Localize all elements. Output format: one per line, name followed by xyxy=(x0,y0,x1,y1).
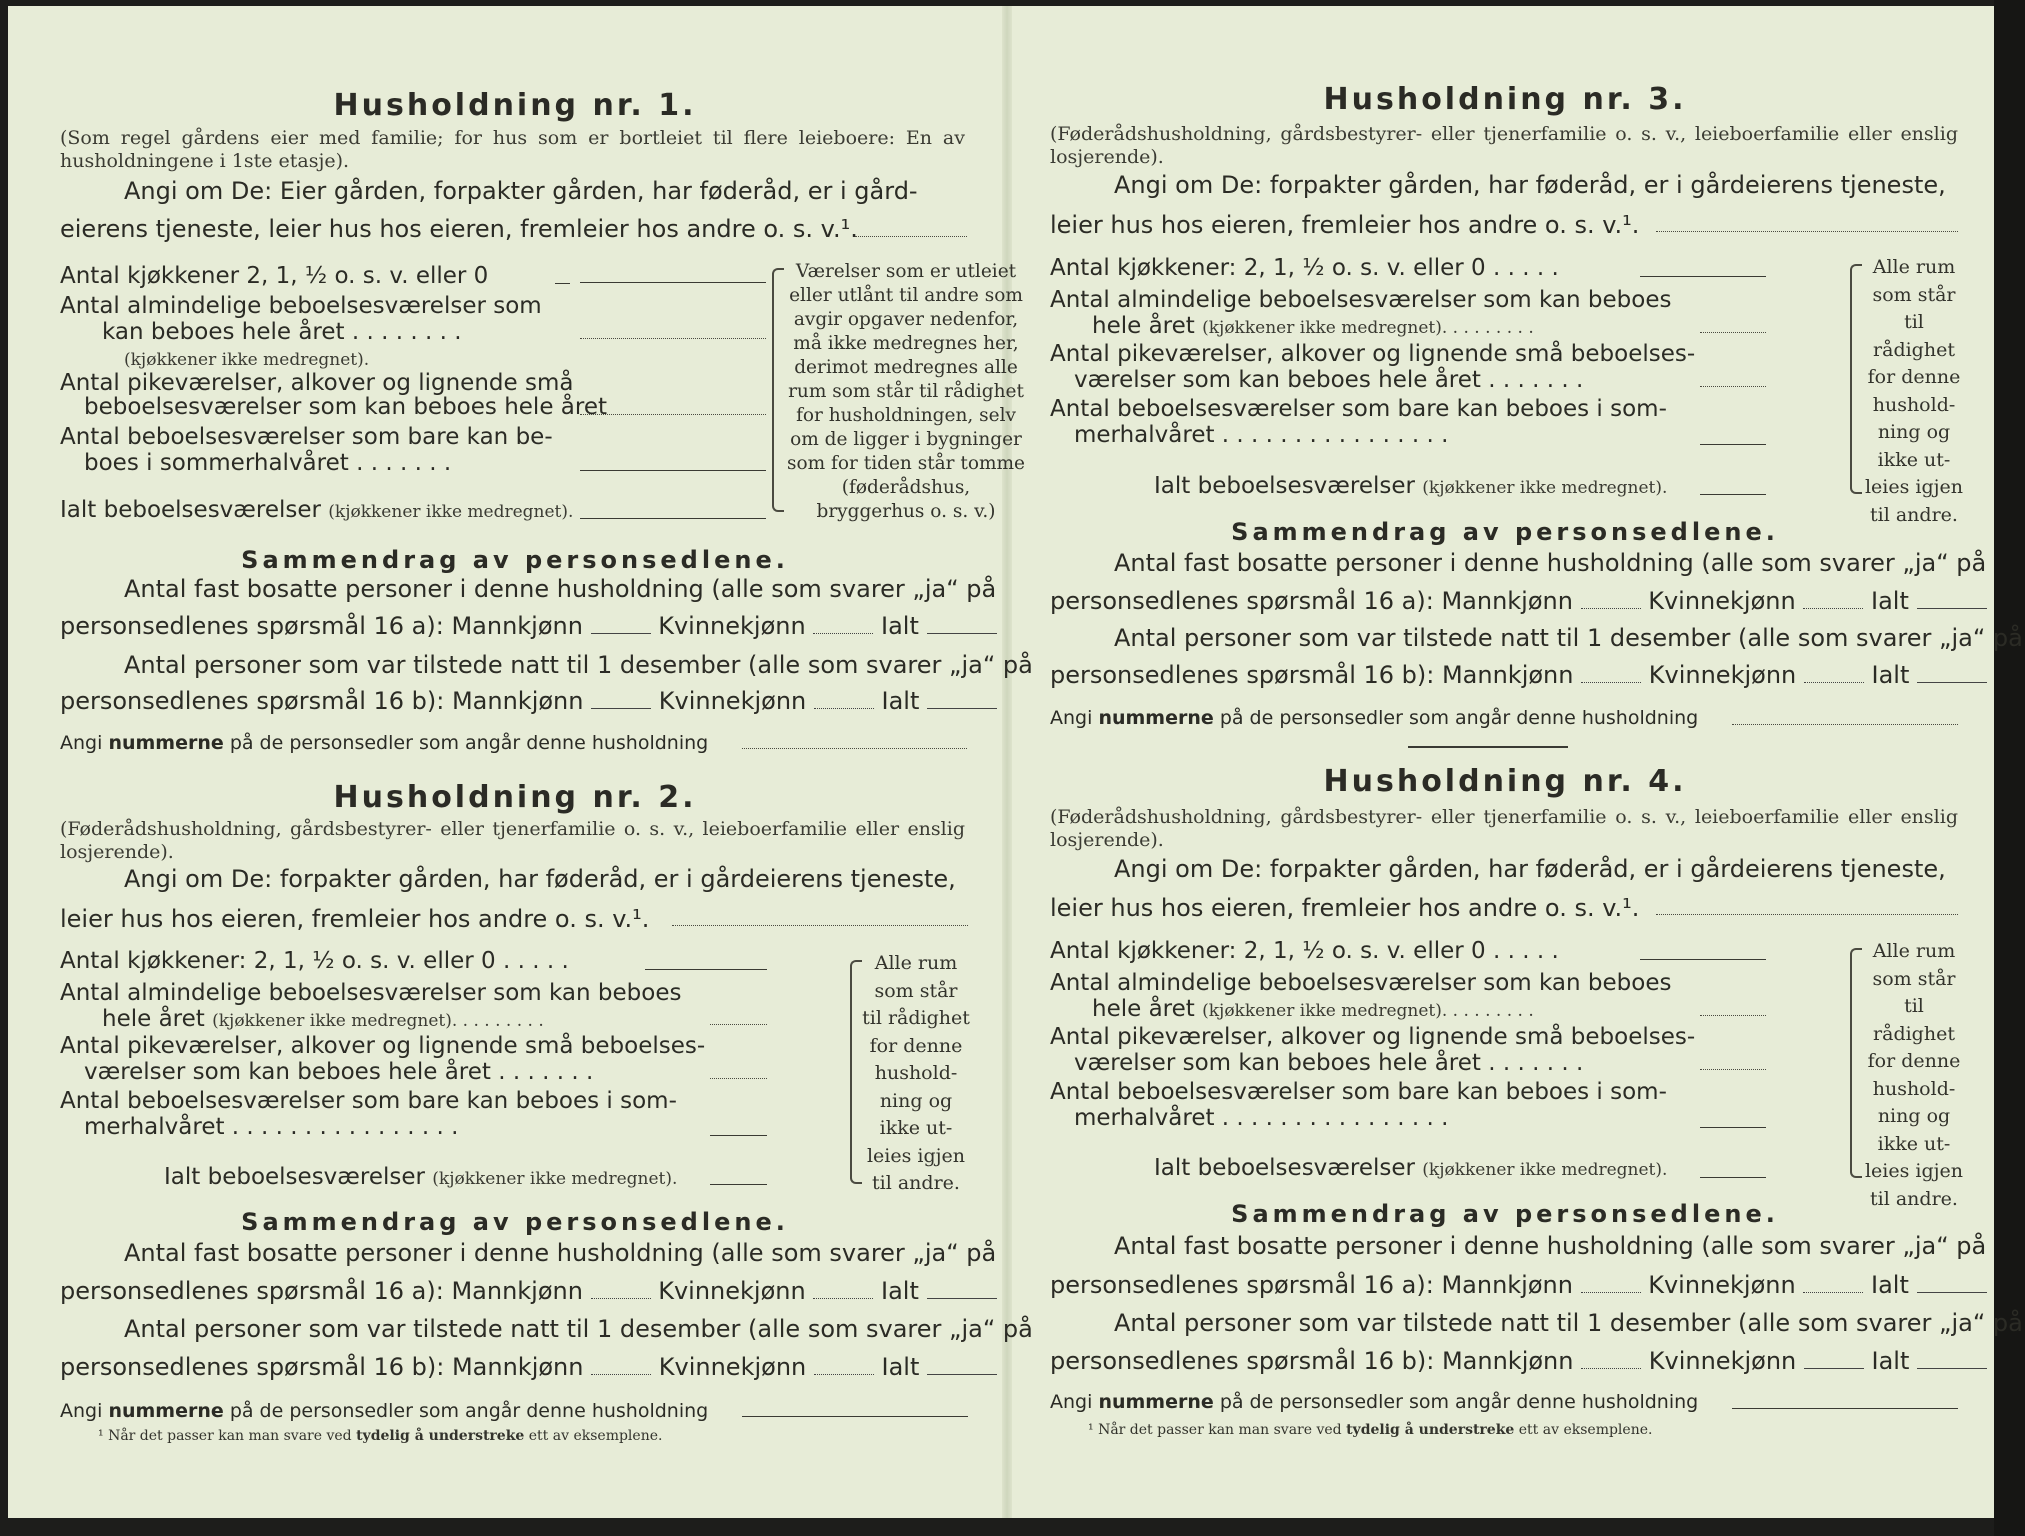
h4-ordinary-rooms-note: (kjøkkener ikke medregnet). . . . . . . . . xyxy=(1202,1001,1534,1021)
h1-brace xyxy=(772,268,784,512)
h4-summary-present-line1: Antal personer som var tilstede natt til 1 desember (alle som svarer „ja“ på xyxy=(1114,1309,2023,1337)
h2-kitchens-label: Antal kjøkkener: 2, 1, ½ o. s. v. eller 0 . . . . . xyxy=(60,948,569,974)
h2-total-rooms-note: (kjøkkener ikke medregnet). xyxy=(432,1169,678,1189)
h1-numbers-bold: nummerne xyxy=(108,732,224,754)
h1-numbers-line xyxy=(60,730,708,756)
h1-summary-resident-line2 xyxy=(60,613,997,639)
h1-kitchens-dash xyxy=(555,283,570,284)
h3-ordinary-rooms-line2 xyxy=(1092,313,1534,341)
household-separator xyxy=(1408,746,1568,748)
h1-resident-female-label: Kvinnekjønn xyxy=(658,612,806,640)
h1-numbers-pre: Angi xyxy=(60,732,103,754)
h2-kitchens-answer[interactable] xyxy=(645,969,767,970)
h2-ordinary-rooms-text: hele året xyxy=(102,1006,205,1032)
h2-resident-female-label: Kvinnekjønn xyxy=(658,1277,806,1305)
h2-resident-female-answer[interactable] xyxy=(813,1298,873,1299)
h1-summary-title: Sammendrag av personsedlene. xyxy=(241,546,789,574)
h2-maid-rooms-answer[interactable] xyxy=(710,1078,767,1079)
h1-resident-total-label: Ialt xyxy=(880,612,919,640)
h2-resident-total-answer[interactable] xyxy=(927,1298,997,1299)
h1-summer-rooms-answer[interactable] xyxy=(580,470,766,471)
h1-present-total-answer[interactable] xyxy=(927,708,997,709)
h4-kitchens-answer[interactable] xyxy=(1640,959,1766,960)
h1-maid-rooms-line1: Antal pikeværelser, alkover og lignende små xyxy=(60,370,574,396)
household-4-angi-answer[interactable] xyxy=(1656,914,1958,915)
h3-numbers-line xyxy=(1050,705,1698,731)
h3-total-rooms-note: (kjøkkener ikke medregnet). xyxy=(1422,478,1668,498)
h2-ordinary-rooms-answer[interactable] xyxy=(710,1024,767,1025)
household-3-angi-answer[interactable] xyxy=(1656,231,1958,232)
h1-present-male-label: personsedlenes spørsmål 16 b): Mannkjønn xyxy=(60,687,584,715)
h4-maid-rooms-answer[interactable] xyxy=(1700,1069,1766,1070)
h4-numbers-bold: nummerne xyxy=(1098,1391,1214,1413)
h3-summer-rooms-answer[interactable] xyxy=(1700,444,1766,445)
h4-resident-male-label: personsedlenes spørsmål 16 a): Mannkjønn xyxy=(1050,1271,1573,1299)
h1-resident-total-answer[interactable] xyxy=(927,633,997,634)
h4-resident-female-answer[interactable] xyxy=(1803,1292,1863,1293)
h2-present-female-answer[interactable] xyxy=(814,1374,874,1375)
h4-total-rooms-answer[interactable] xyxy=(1700,1177,1766,1178)
h3-present-total-label: Ialt xyxy=(1871,661,1910,689)
right-footnote-bold: tydelig å understreke xyxy=(1346,1422,1515,1438)
household-3-angi-line1: Angi om De: forpakter gården, har føderåd, er i gårdeierens tjeneste, xyxy=(1114,171,1946,199)
h1-ordinary-rooms-answer[interactable] xyxy=(580,338,766,339)
household-2-angi-answer[interactable] xyxy=(672,925,968,926)
scan-border xyxy=(1994,0,2025,1536)
h3-total-rooms-answer[interactable] xyxy=(1700,494,1766,495)
household-4-angi-line2: leier hus hos eieren, fremleier hos andre o. s. v.¹. xyxy=(1050,894,1640,922)
left-footnote-pre: ¹ Når det passer kan man svare ved xyxy=(98,1428,352,1444)
h3-maid-rooms-line1: Antal pikeværelser, alkover og lignende små beboelses- xyxy=(1050,341,1696,367)
h1-summer-rooms-line1: Antal beboelsesværelser som bare kan be- xyxy=(60,424,553,450)
h2-numbers-bold: nummerne xyxy=(108,1400,224,1422)
household-1-angi-line2: eierens tjeneste, leier hus hos eieren, fremleier hos andre o. s. v.¹. xyxy=(60,215,858,243)
h3-present-female-label: Kvinnekjønn xyxy=(1648,661,1797,689)
h1-present-male-answer[interactable] xyxy=(591,708,651,709)
h3-resident-female-answer[interactable] xyxy=(1803,608,1863,609)
h4-ordinary-rooms-line1: Antal almindelige beboelsesværelser som kan beboes xyxy=(1050,970,1672,996)
h1-summer-rooms-line2: boes i sommerhalvåret . . . . . . . xyxy=(84,450,452,476)
h3-resident-total-answer[interactable] xyxy=(1917,608,1987,609)
h3-present-total-answer[interactable] xyxy=(1917,682,1987,683)
h4-numbers-post: på de personsedler som angår denne husholdning xyxy=(1219,1391,1699,1413)
h3-resident-total-label: Ialt xyxy=(1870,587,1909,615)
h2-present-total-answer[interactable] xyxy=(927,1374,997,1375)
h1-resident-male-label: personsedlenes spørsmål 16 a): Mannkjønn xyxy=(60,612,583,640)
h2-numbers-post: på de personsedler som angår denne husholdning xyxy=(229,1400,709,1422)
household-2-angi-line1: Angi om De: forpakter gården, har føderåd, er i gårdeierens tjeneste, xyxy=(124,865,956,893)
h3-numbers-bold: nummerne xyxy=(1098,707,1214,729)
household-2-note: (Føderådshusholdning, gårdsbestyrer- eller tjenerfamilie o. s. v., leieboerfamilie eller enslig losjerende). xyxy=(60,818,965,863)
h1-summary-resident-line1: Antal fast bosatte personer i denne husholdning (alle som svarer „ja“ på xyxy=(124,575,997,603)
h4-summary-resident-line1: Antal fast bosatte personer i denne husholdning (alle som svarer „ja“ på xyxy=(1114,1232,1987,1260)
h1-total-rooms-label xyxy=(60,497,573,525)
h4-numbers-pre: Angi xyxy=(1050,1391,1093,1413)
h3-summer-rooms-line2: merhalvåret . . . . . . . . . . . . . . . . xyxy=(1074,422,1449,448)
h3-summary-present-line1: Antal personer som var tilstede natt til 1 desember (alle som svarer „ja“ på xyxy=(1114,624,2023,652)
h3-maid-rooms-answer[interactable] xyxy=(1700,386,1766,387)
h3-maid-rooms-line2: værelser som kan beboes hele året . . . . . . . xyxy=(1074,367,1584,393)
h4-summary-present-line2 xyxy=(1050,1348,1987,1374)
h2-maid-rooms-line1: Antal pikeværelser, alkover og lignende små beboelses- xyxy=(60,1033,706,1059)
h2-numbers-answer[interactable] xyxy=(742,1416,968,1417)
h4-summer-rooms-answer[interactable] xyxy=(1700,1127,1766,1128)
h4-maid-rooms-line1: Antal pikeværelser, alkover og lignende små beboelses- xyxy=(1050,1024,1696,1050)
h2-resident-total-label: Ialt xyxy=(880,1277,919,1305)
household-1-title: Husholdning nr. 1. xyxy=(333,88,697,123)
h3-present-male-label: personsedlenes spørsmål 16 b): Mannkjønn xyxy=(1050,661,1574,689)
h2-ordinary-rooms-note: (kjøkkener ikke medregnet). . . . . . . . . xyxy=(212,1011,544,1031)
h1-present-female-answer[interactable] xyxy=(814,708,874,709)
h4-resident-male-answer[interactable] xyxy=(1581,1292,1641,1293)
h1-ordinary-rooms-line1: Antal almindelige beboelsesværelser som xyxy=(60,293,542,319)
h3-ordinary-rooms-line1: Antal almindelige beboelsesværelser som kan beboes xyxy=(1050,287,1672,313)
h4-total-rooms-text: Ialt beboelsesværelser xyxy=(1154,1155,1415,1181)
h2-summary-title: Sammendrag av personsedlene. xyxy=(241,1208,789,1236)
left-footnote-post: ett av eksemplene. xyxy=(528,1428,663,1444)
h3-ordinary-rooms-text: hele året xyxy=(1092,313,1195,339)
h1-maid-rooms-answer[interactable] xyxy=(580,414,766,415)
h3-present-female-answer[interactable] xyxy=(1804,682,1864,683)
h3-kitchens-label: Antal kjøkkener: 2, 1, ½ o. s. v. eller 0 . . . . . xyxy=(1050,255,1559,281)
household-3-title: Husholdning nr. 3. xyxy=(1323,82,1687,117)
h1-numbers-post: på de personsedler som angår denne husholdning xyxy=(229,732,709,754)
h2-summer-rooms-line2: merhalvåret . . . . . . . . . . . . . . . . xyxy=(84,1114,459,1140)
h3-summary-resident-line2 xyxy=(1050,588,1987,614)
h1-resident-female-answer[interactable] xyxy=(813,633,873,634)
h4-resident-total-label: Ialt xyxy=(1870,1271,1909,1299)
h3-total-rooms-label xyxy=(1154,473,1667,501)
h4-ordinary-rooms-line2 xyxy=(1092,996,1534,1024)
h1-total-rooms-note: (kjøkkener ikke medregnet). xyxy=(328,502,574,522)
h3-numbers-answer[interactable] xyxy=(1732,724,1958,725)
h4-present-male-label: personsedlenes spørsmål 16 b): Mannkjønn xyxy=(1050,1347,1574,1375)
h2-total-rooms-answer[interactable] xyxy=(710,1184,767,1185)
h1-total-rooms-answer[interactable] xyxy=(580,518,766,519)
household-2-title: Husholdning nr. 2. xyxy=(333,780,697,815)
h2-resident-male-answer[interactable] xyxy=(591,1298,651,1299)
h4-kitchens-label: Antal kjøkkener: 2, 1, ½ o. s. v. eller 0 . . . . . xyxy=(1050,938,1559,964)
h4-ordinary-rooms-text: hele året xyxy=(1092,996,1195,1022)
h4-summer-rooms-line1: Antal beboelsesværelser som bare kan beboes i som- xyxy=(1050,1079,1667,1105)
h3-summary-title: Sammendrag av personsedlene. xyxy=(1231,518,1779,546)
household-1-angi-line1: Angi om De: Eier gården, forpakter gården, har føderåd, er i gård- xyxy=(124,177,918,205)
h2-total-rooms-label xyxy=(164,1164,677,1192)
h2-ordinary-rooms-line1: Antal almindelige beboelsesværelser som kan beboes xyxy=(60,980,682,1006)
h4-resident-female-label: Kvinnekjønn xyxy=(1648,1271,1796,1299)
h4-summer-rooms-line2: merhalvåret . . . . . . . . . . . . . . . . xyxy=(1074,1105,1449,1131)
h2-numbers-pre: Angi xyxy=(60,1400,103,1422)
h4-numbers-line xyxy=(1050,1389,1698,1415)
h1-kitchens-answer[interactable] xyxy=(580,282,766,283)
h4-maid-rooms-line2: værelser som kan beboes hele året . . . . . . . xyxy=(1074,1050,1584,1076)
h4-present-total-label: Ialt xyxy=(1871,1347,1910,1375)
h3-brace xyxy=(1850,264,1862,494)
household-4-title: Husholdning nr. 4. xyxy=(1323,764,1687,799)
h1-summary-present-line1: Antal personer som var tilstede natt til 1 desember (alle som svarer „ja“ på xyxy=(124,651,1033,679)
h3-summary-resident-line1: Antal fast bosatte personer i denne husholdning (alle som svarer „ja“ på xyxy=(1114,549,1987,577)
right-footnote xyxy=(1088,1422,1652,1438)
h4-present-female-answer[interactable] xyxy=(1804,1368,1864,1369)
h1-numbers-answer[interactable] xyxy=(742,748,967,749)
household-4-note: (Føderådshusholdning, gårdsbestyrer- eller tjenerfamilie o. s. v., leieboerfamilie eller enslig losjerende). xyxy=(1050,806,1958,851)
h3-resident-female-label: Kvinnekjønn xyxy=(1648,587,1796,615)
household-3-note: (Føderådshusholdning, gårdsbestyrer- eller tjenerfamilie o. s. v., leieboerfamilie eller enslig losjerende). xyxy=(1050,123,1958,168)
right-footnote-pre: ¹ Når det passer kan man svare ved xyxy=(1088,1422,1342,1438)
h3-resident-male-answer[interactable] xyxy=(1581,608,1641,609)
h2-resident-male-label: personsedlenes spørsmål 16 a): Mannkjønn xyxy=(60,1277,583,1305)
h4-resident-total-answer[interactable] xyxy=(1917,1292,1987,1293)
household-2-angi-line2: leier hus hos eieren, fremleier hos andre o. s. v.¹. xyxy=(60,905,650,933)
h3-numbers-post: på de personsedler som angår denne husholdning xyxy=(1219,707,1699,729)
page-fold xyxy=(1002,6,1012,1518)
h1-present-total-label: Ialt xyxy=(881,687,920,715)
household-1-angi-answer[interactable] xyxy=(855,236,967,237)
h3-ordinary-rooms-note: (kjøkkener ikke medregnet). . . . . . . . . xyxy=(1202,318,1534,338)
household-4-angi-line1: Angi om De: forpakter gården, har føderåd, er i gårdeierens tjeneste, xyxy=(1114,855,1946,883)
h2-present-male-label: personsedlenes spørsmål 16 b): Mannkjønn xyxy=(60,1353,584,1381)
h4-summary-title: Sammendrag av personsedlene. xyxy=(1231,1200,1779,1228)
household-3-angi-line2: leier hus hos eieren, fremleier hos andre o. s. v.¹. xyxy=(1050,211,1640,239)
h2-side-note: Alle rum som står til rådighet for denne hushold-ning og ikke ut-leies igjen til andre. xyxy=(862,952,970,1194)
h2-maid-rooms-line2: værelser som kan beboes hele året . . . . . . . xyxy=(84,1059,594,1085)
h3-kitchens-answer[interactable] xyxy=(1640,276,1766,277)
h3-resident-male-label: personsedlenes spørsmål 16 a): Mannkjønn xyxy=(1050,587,1573,615)
h2-brace xyxy=(850,960,862,1184)
h2-summary-resident-line2 xyxy=(60,1278,997,1304)
h3-side-note: Alle rum som står til rådighet for denne hushold-ning og ikke ut-leies igjen til andre. xyxy=(1864,256,1964,526)
h4-summary-resident-line2 xyxy=(1050,1272,1987,1298)
h1-maid-rooms-line2: beboelsesværelser som kan beboes hele året xyxy=(84,394,607,420)
h1-kitchens-label: Antal kjøkkener 2, 1, ½ o. s. v. eller 0 xyxy=(60,263,489,289)
h3-total-rooms-text: Ialt beboelsesværelser xyxy=(1154,473,1415,499)
h3-summer-rooms-line1: Antal beboelsesværelser som bare kan beboes i som- xyxy=(1050,396,1667,422)
h3-summary-present-line2 xyxy=(1050,662,1987,688)
h1-total-rooms-text: Ialt beboelsesværelser xyxy=(60,497,321,523)
right-footnote-post: ett av eksemplene. xyxy=(1518,1422,1653,1438)
h2-numbers-line xyxy=(60,1398,708,1424)
h2-total-rooms-text: Ialt beboelsesværelser xyxy=(164,1164,425,1190)
h2-summary-present-line2 xyxy=(60,1354,997,1380)
h4-present-total-answer[interactable] xyxy=(1917,1368,1987,1369)
h3-ordinary-rooms-answer[interactable] xyxy=(1700,332,1766,333)
left-footnote xyxy=(98,1428,662,1444)
h2-present-female-label: Kvinnekjønn xyxy=(658,1353,807,1381)
h3-present-male-answer[interactable] xyxy=(1581,682,1641,683)
h2-summary-resident-line1: Antal fast bosatte personer i denne husholdning (alle som svarer „ja“ på xyxy=(124,1239,997,1267)
h1-ordinary-rooms-note: (kjøkkener ikke medregnet). xyxy=(124,350,370,370)
h2-summer-rooms-answer[interactable] xyxy=(710,1135,767,1136)
h4-present-male-answer[interactable] xyxy=(1581,1368,1641,1369)
h2-present-total-label: Ialt xyxy=(881,1353,920,1381)
h4-brace xyxy=(1850,948,1862,1178)
h3-numbers-pre: Angi xyxy=(1050,707,1093,729)
left-footnote-bold: tydelig å understreke xyxy=(356,1428,525,1444)
h4-total-rooms-note: (kjøkkener ikke medregnet). xyxy=(1422,1160,1668,1180)
household-1-note: (Som regel gårdens eier med familie; for hus som er bortleiet til flere leieboere: En av husholdningene i 1ste etasje). xyxy=(60,127,965,172)
h1-present-female-label: Kvinnekjønn xyxy=(658,687,807,715)
h1-side-note: Værelser som er utleiet eller utlånt til andre som avgir opgaver nedenfor, må ikke medregnes her, derimot medregnes alle rum som står til rådighet for husholdningen, selv om de ligger i bygninger som for tiden står tomme (føderådshus, bryggerhus o. s. v.) xyxy=(787,261,1025,522)
h1-resident-male-answer[interactable] xyxy=(591,633,651,634)
h4-total-rooms-label xyxy=(1154,1155,1667,1183)
h2-present-male-answer[interactable] xyxy=(591,1374,651,1375)
h2-ordinary-rooms-line2 xyxy=(102,1006,544,1034)
h1-ordinary-rooms-line2: kan beboes hele året . . . . . . . . xyxy=(102,319,462,345)
h4-present-female-label: Kvinnekjønn xyxy=(1648,1347,1797,1375)
h2-summer-rooms-line1: Antal beboelsesværelser som bare kan beboes i som- xyxy=(60,1088,677,1114)
h4-ordinary-rooms-answer[interactable] xyxy=(1700,1015,1766,1016)
h2-summary-present-line1: Antal personer som var tilstede natt til 1 desember (alle som svarer „ja“ på xyxy=(124,1315,1033,1343)
h4-numbers-answer[interactable] xyxy=(1732,1408,1958,1409)
h4-side-note: Alle rum som står til rådighet for denne hushold-ning og ikke ut-leies igjen til andre. xyxy=(1864,940,1964,1210)
h1-summary-present-line2 xyxy=(60,688,997,714)
